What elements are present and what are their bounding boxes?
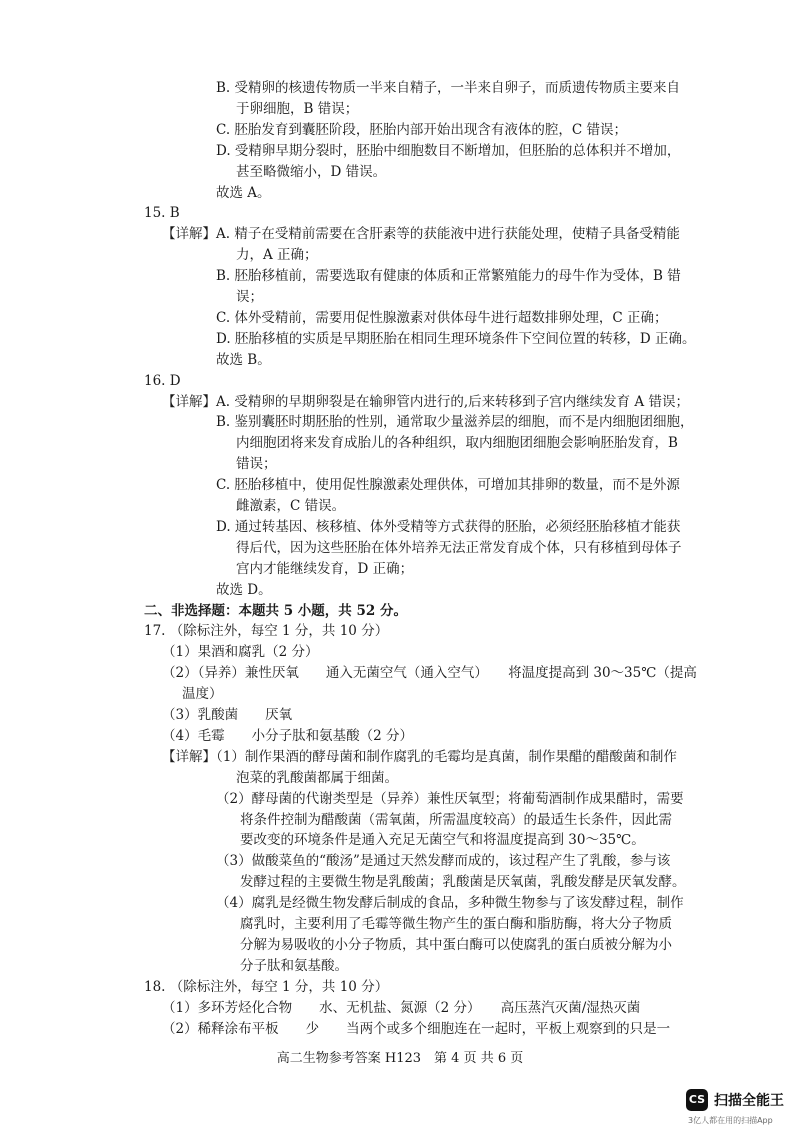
text-line: （3）乳酸菌 厌氧	[162, 707, 293, 723]
text-line: 得后代，因为这些胚胎在体外培养无法正常发育成个体，只有移植到母体子	[236, 539, 682, 556]
question-number: 17. （除标注外，每空 1 分，共 10 分）	[144, 623, 389, 640]
text-line: C. 体外受精前，需要用促性腺激素对供体母牛进行超数排卵处理，C 正确；	[216, 309, 668, 326]
text-line: 力，A 正确；	[236, 247, 318, 264]
watermark-tagline: 3亿人都在用的扫描App	[688, 1116, 773, 1125]
watermark-brand: 扫描全能王	[714, 1093, 784, 1109]
text-line: 【详解】A. 精子在受精前需要在含肝素等的获能液中进行获能处理，使精子具备受精能	[162, 226, 680, 243]
text-line: 甚至略微缩小，D 错误。	[236, 163, 387, 180]
text-line: B. 鉴别囊胚时期胚胎的性别，通常取少量滋养层的细胞，而不是内细胞团细胞，	[216, 414, 694, 431]
text-line: 分解为易吸收的小分子物质，其中蛋白酶可以使腐乳的蛋白质被分解为小	[240, 936, 672, 953]
text-line: 故选 B。	[216, 351, 271, 368]
text-line: 故选 A。	[216, 184, 271, 201]
text-line: B. 胚胎移植前，需要选取有健康的体质和正常繁殖能力的母牛作为受体，B 错	[216, 268, 681, 285]
text-line: 【详解】（1）制作果酒的酵母菌和制作腐乳的毛霉均是真菌，制作果醋的醋酸菌和制作	[162, 748, 677, 765]
text-line: 雌激素，C 错误。	[236, 498, 346, 514]
text-line: D. 通过转基因、核移植、体外受精等方式获得的胚胎，必须经胚胎移植才能获	[216, 518, 681, 535]
text-line: 于卵细胞，B 错误；	[236, 100, 359, 117]
text-line: 泡菜的乳酸菌都属于细菌。	[236, 769, 398, 786]
text-line: （2）酵母菌的代谢类型是（异养）兼性厌氧型；将葡萄酒制作成果醋时，需要	[216, 790, 684, 807]
text-line: （4）毛霉 小分子肽和氨基酸（2 分）	[162, 727, 413, 744]
text-line: 温度）	[182, 686, 223, 703]
section-heading: 二、非选择题：本题共 5 小题，共 52 分。	[144, 602, 407, 619]
text-line: C. 胚胎移植中，使用促性腺激素处理供体，可增加其排卵的数量，而不是外源	[216, 477, 680, 494]
text-line: （4）腐乳是经微生物发酵后制成的食品，多种微生物参与了该发酵过程，制作	[216, 895, 684, 912]
page-footer: 高二生物参考答案 H123 第 4 页 共 6 页	[276, 1051, 524, 1067]
text-line: B. 受精卵的核遗传物质一半来自精子，一半来自卵子，而质遗传物质主要来自	[216, 80, 681, 96]
text-line: （1）多环芳烃化合物 水、无机盐、氮源（2 分） 高压蒸汽灭菌/湿热灭菌	[162, 999, 641, 1016]
camscanner-logo-icon: CS	[686, 1089, 708, 1111]
text-line: （2）稀释涂布平板 少 当两个或多个细胞连在一起时，平板上观察到的只是一	[162, 1020, 671, 1037]
question-number: 18. （除标注外，每空 1 分，共 10 分）	[144, 978, 389, 995]
text-line: 误；	[236, 289, 263, 305]
question-number: 15. B	[144, 205, 180, 222]
text-line: 【详解】A. 受精卵的早期卵裂是在输卵管内进行的,后来转移到子宫内继续发育 A 错误；	[162, 393, 689, 410]
text-line: 将条件控制为醋酸菌（需氧菌，所需温度较高）的最适生长条件，因此需	[240, 811, 672, 828]
text-line: 错误；	[236, 456, 277, 473]
text-line: C. 胚胎发育到囊胚阶段，胚胎内部开始出现含有液体的腔，C 错误；	[216, 121, 628, 138]
question-number: 16. D	[144, 372, 181, 389]
text-line: （2）（异养）兼性厌氧 通入无菌空气（通入空气） 将温度提高到 30～35℃（提高	[162, 665, 697, 682]
text-line: 宫内才能继续发育，D 正确；	[236, 560, 414, 577]
text-line: （3）做酸菜鱼的“酸汤”是通过天然发酵而成的，该过程产生了乳酸，参与该	[216, 853, 671, 870]
text-line: 故选 D。	[216, 581, 272, 598]
text-line: 分子肽和氨基酸。	[240, 957, 348, 974]
text-line: 腐乳时，主要利用了毛霉等微生物产生的蛋白酶和脂肪酶，将大分子物质	[240, 916, 672, 932]
text-line: 要改变的环境条件是通入充足无菌空气和将温度提高到 30～35℃。	[240, 832, 645, 849]
text-line: D. 受精卵早期分裂时，胚胎中细胞数目不断增加，但胚胎的总体积并不增加，	[216, 142, 681, 159]
text-line: 发酵过程的主要微生物是乳酸菌；乳酸菌是厌氧菌，乳酸发酵是厌氧发酵。	[240, 874, 686, 891]
text-line: D. 胚胎移植的实质是早期胚胎在相同生理环境条件下空间位置的转移，D 正确。	[216, 330, 696, 347]
text-line: 内细胞团将来发育成胎儿的各种组织，取内细胞团细胞会影响胚胎发育，B	[236, 435, 678, 452]
text-line: （1）果酒和腐乳（2 分）	[162, 644, 319, 661]
